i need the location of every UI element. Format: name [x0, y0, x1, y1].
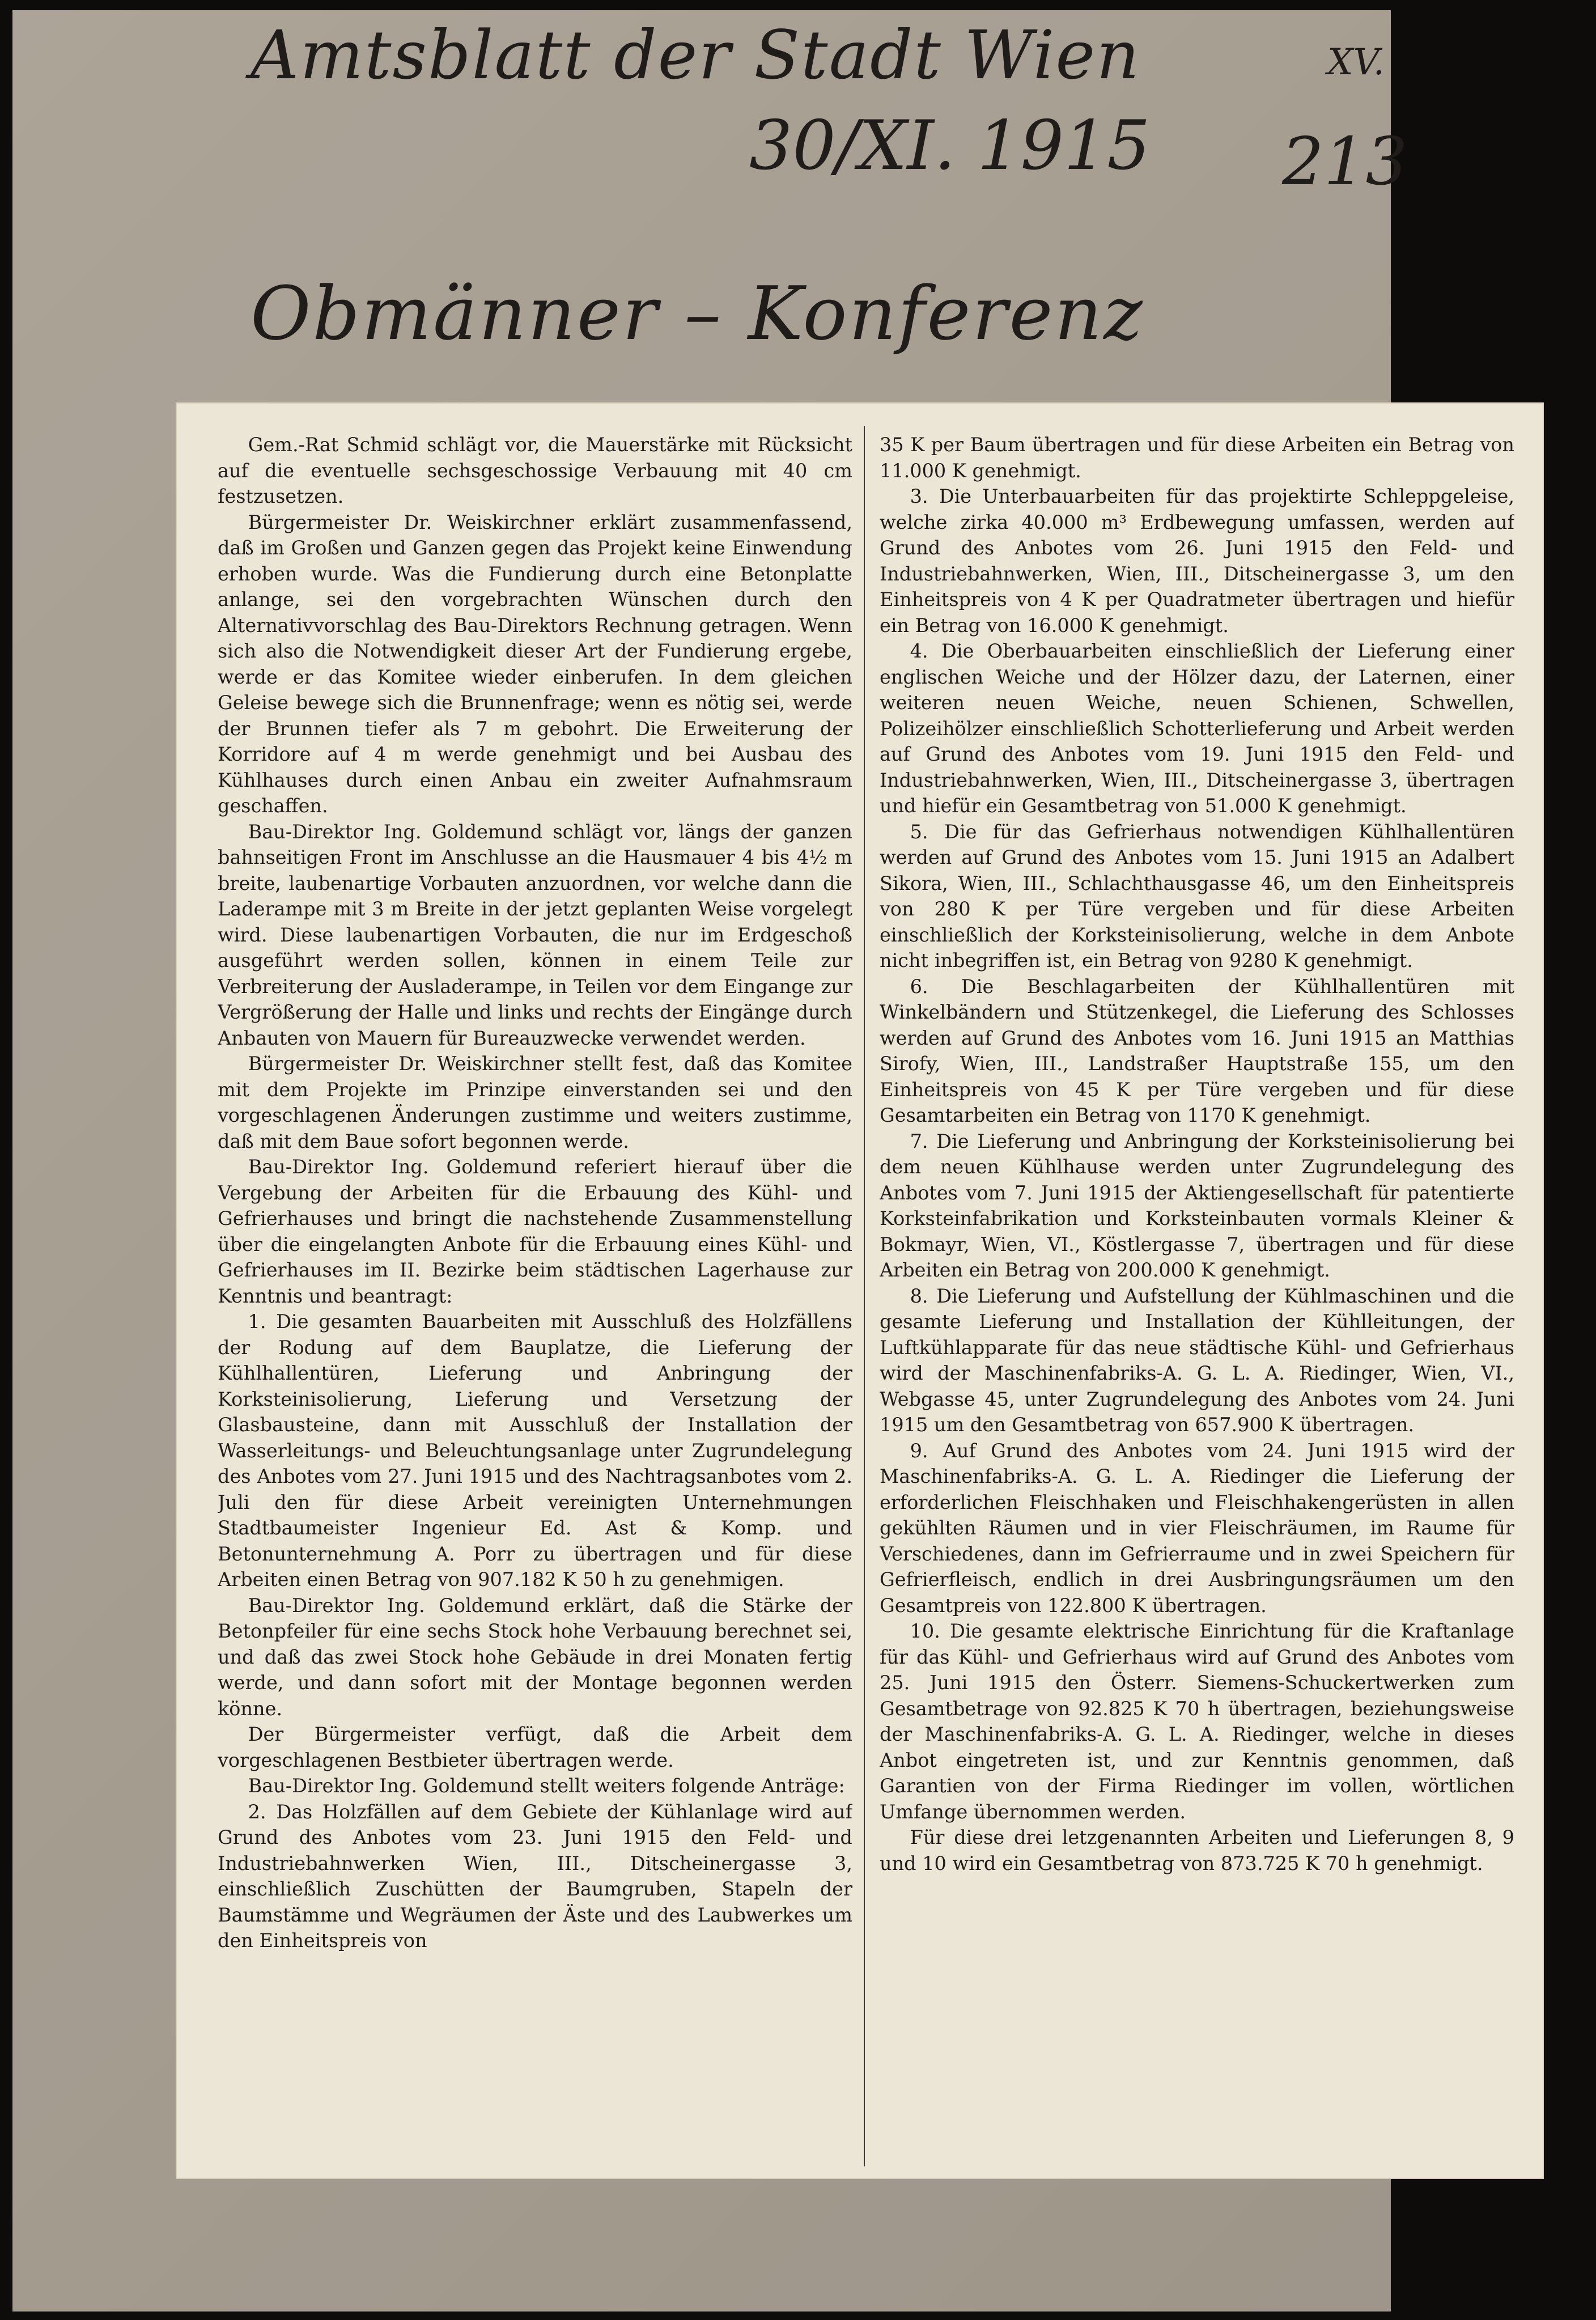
newspaper-clipping	[177, 404, 1543, 2178]
paragraph: 1. Die gesamten Bauarbeiten mit Ausschluß des Holzfällens der Rodung auf dem Bauplatze, die Lieferung der Kühlhallentüren, Lieferung und Anbringung der Korksteinisolierung, Lieferung und Versetzung der Glasbausteine, dann mit Ausschluß der Installation der Wasserleitungs- und Beleuchtungsanlage unter Zugrundelegung des Anbotes vom 27. Juni 1915 und des Nachtragsanbotes vom 2. Juli den für diese Arbeit vereinigten Unternehmungen Stadtbaumeister Ingenieur Ed. Ast & Komp. und Betonunternehmung A. Porr zu übertragen und für diese Arbeiten einen Betrag von 907.182 K 50 h zu genehmigen.	[218, 1310, 852, 1591]
paragraph: 4. Die Oberbauarbeiten einschließlich der Lieferung einer englischen Weiche und der Hölzer dazu, der Laternen, einer weiteren neuen Weiche, neuen Schienen, Schwellen, Polizeihölzer einschließlich Schotterlieferung und Arbeit werden auf Grund des Anbotes vom 19. Juni 1915 den Feld- und Industriebahnwerken, Wien, III., Ditscheinergasse 3, übertragen und hiefür ein Gesamtbetrag von 51.000 K genehmigt.	[880, 640, 1514, 817]
paragraph: 10. Die gesamte elektrische Einrichtung für die Kraftanlage für das Kühl- und Gefrierhaus wird auf Grund des Anbotes vom 25. Juni 1915 den Österr. Siemens-Schuckertwerken zum Gesamtbetrage von 92.825 K 70 h übertragen, beziehungsweise der Maschinenfabriks-A. G. L. A. Riedinger, welche in dieses Anbot eingetreten ist, und zur Kenntnis genommen, daß Garantien von der Firma Riedinger im vollen, wörtlichen Umfange übernommen werden.	[880, 1620, 1514, 1823]
paragraph: Bau-Direktor Ing. Goldemund referiert hierauf über die Vergebung der Arbeiten für die Erbauung des Kühl- und Gefrierhauses und bringt die nachstehende Zusammenstellung über die eingelangten Anbote für die Erbauung eines Kühl- und Gefrierhauses im II. Bezirke beim städtischen Lagerhause zur Kenntnis und beantragt:	[218, 1156, 852, 1307]
paragraph: Bau-Direktor Ing. Goldemund schlägt vor, längs der ganzen bahnseitigen Front im Anschlusse an die Hausmauer 4 bis 4½ m breite, laubenartige Vorbauten anzuordnen, vor welche dann die Laderampe mit 3 m Breite in der jetzt geplanten Weise vorgelegt wird. Diese laubenartigen Vorbauten, die nur im Erdgeschoß ausgeführt werden sollen, können in einem Teile zur Verbreiterung der Ausladerampe, in Teilen vor dem Eingange zur Vergrößerung der Halle und links und rechts der Eingänge durch Anbauten von Mauern für Bureauzwecke verwendet werden.	[218, 820, 852, 1049]
paragraph: 9. Auf Grund des Anbotes vom 24. Juni 1915 wird der Maschinenfabriks-A. G. L. A. Riedinger die Lieferung der erforderlichen Fleischhaken und Fleischhakengerüsten in allen gekühlten Räumen und in vier Fleischräumen, im Raume für Verschiedenes, dann im Gefrierraume und in zwei Speichern für Gefrierfleisch, endlich in drei Ausbringungsräumen um den Gesamtpreis von 122.800 K übertragen.	[880, 1439, 1514, 1617]
paragraph: 35 K per Baum übertragen und für diese Arbeiten ein Betrag von 11.000 K genehmigt.	[880, 434, 1514, 482]
handwritten-date: 30/XI. 1915	[749, 107, 1151, 185]
column-divider	[864, 426, 865, 2166]
paragraph: 5. Die für das Gefrierhaus notwendigen Kühlhallentüren werden auf Grund des Anbotes vom 15. Juni 1915 an Adalbert Sikora, Wien, III., Schlachthausgasse 46, um den Einheitspreis von 280 K per Türe vergeben und für diese Arbeiten einschließlich der Korksteinisolierung, welche in dem Anbote nicht inbegriffen ist, ein Betrag von 9280 K genehmigt.	[880, 820, 1514, 972]
paragraph: Bau-Direktor Ing. Goldemund erklärt, daß die Stärke der Betonpfeiler für eine sechs Stock hohe Verbauung berechnet sei, und daß das zwei Stock hohe Gebäude in drei Monaten fertig werde, und dann sofort mit der Montage begonnen werden könne.	[218, 1594, 852, 1720]
left-column	[218, 432, 852, 2161]
handwritten-subject: Obmänner – Konferenz	[251, 270, 1144, 357]
handwritten-page-number: 213	[1282, 124, 1408, 200]
paragraph: 7. Die Lieferung und Anbringung der Korksteinisolierung bei dem neuen Kühlhause werden unter Zugrundelegung des Anbotes vom 7. Juni 1915 der Aktiengesellschaft für patentierte Korksteinfabrikation und Korksteinbauten vormals Kleiner & Bokmayr, Wien, VI., Köstlergasse 7, übertragen und für diese Arbeiten ein Betrag von 200.000 K genehmigt.	[880, 1130, 1514, 1281]
paragraph: Bau-Direktor Ing. Goldemund stellt weiters folgende Anträge:	[248, 1775, 845, 1797]
paragraph: 6. Die Beschlagarbeiten der Kühlhallentüren mit Winkelbändern und Stützenkegel, die Lieferung des Schlosses werden auf Grund des Anbotes vom 16. Juni 1915 an Matthias Sirofy, Wien, III., Landstraßer Hauptstraße 155, um den Einheitspreis von 45 K per Türe vergeben und für diese Gesamtarbeiten ein Betrag von 1170 K genehmigt.	[880, 975, 1514, 1126]
paragraph: Bürgermeister Dr. Weiskirchner stellt fest, daß das Komitee mit dem Projekte im Prinzipe einverstanden sei und den vorgeschlagenen Änderungen zustimme und weiters zustimme, daß mit dem Baue sofort begonnen werde.	[218, 1053, 852, 1152]
paragraph: 3. Die Unterbauarbeiten für das projektirte Schleppgeleise, welche zirka 40.000 m³ Erdbewegung umfassen, werden auf Grund des Anbotes vom 26. Juni 1915 den Feld- und Industriebahnwerken, Wien, III., Ditscheinergasse 3, um den Einheitspreis von 4 K per Quadratmeter übertragen und hiefür ein Betrag von 16.000 K genehmigt.	[880, 485, 1514, 637]
paragraph: Gem.-Rat Schmid schlägt vor, die Mauerstärke mit Rücksicht auf die eventuelle sechsgeschossige Verbauung mit 40 cm festzusetzen.	[218, 434, 852, 507]
handwritten-volume-number: XV.	[1327, 41, 1385, 83]
handwritten-title: Amtsblatt der Stadt Wien	[251, 16, 1141, 94]
paragraph: 2. Das Holzfällen auf dem Gebiete der Kühlanlage wird auf Grund des Anbotes vom 23. Juni 1915 den Feld- und Industriebahnwerken Wien, III., Ditscheinergasse 3, einschließlich Zuschütten der Baumgruben, Stapeln der Baumstämme und Wegräumen der Äste und des Laubwerkes um den Einheitspreis von	[218, 1800, 852, 1952]
paragraph: Bürgermeister Dr. Weiskirchner erklärt zusammenfassend, daß im Großen und Ganzen gegen das Projekt keine Einwendung erhoben wurde. Was die Fundierung durch eine Betonplatte anlange, sei den vorgebrachten Wünschen durch den Alternativvorschlag des Bau-Direktors Rechnung getragen. Wenn sich also die Notwendigkeit dieser Art der Fundierung ergebe, werde er das Komitee wieder einberufen. In dem gleichen Geleise bewege sich die Brunnenfrage; wenn es nötig sei, werde der Brunnen tiefer als 7 m gebohrt. Die Erweiterung der Korridore auf 4 m werde genehmigt und bei Ausbau des Kühlhauses durch einen Anbau ein zweiter Aufnahmsraum geschaffen.	[218, 511, 852, 817]
paragraph: Der Bürgermeister verfügt, daß die Arbeit dem vorgeschlagenen Bestbieter übertragen werde.	[218, 1723, 852, 1771]
paragraph: 8. Die Lieferung und Aufstellung der Kühlmaschinen und die gesamte Lieferung und Installation der Kühlleitungen, der Luftkühlapparate für das neue städtische Kühl- und Gefrierhaus wird der Maschinenfabriks-A. G. L. A. Riedinger, Wien, VI., Webgasse 45, unter Zugrundelegung des Anbotes vom 24. Juni 1915 um den Gesamtbetrag von 657.900 K übertragen.	[880, 1284, 1514, 1436]
right-column	[880, 432, 1514, 2161]
paragraph: Für diese drei letzgenannten Arbeiten und Lieferungen 8, 9 und 10 wird ein Gesamtbetrag von 873.725 K 70 h genehmigt.	[880, 1826, 1514, 1874]
